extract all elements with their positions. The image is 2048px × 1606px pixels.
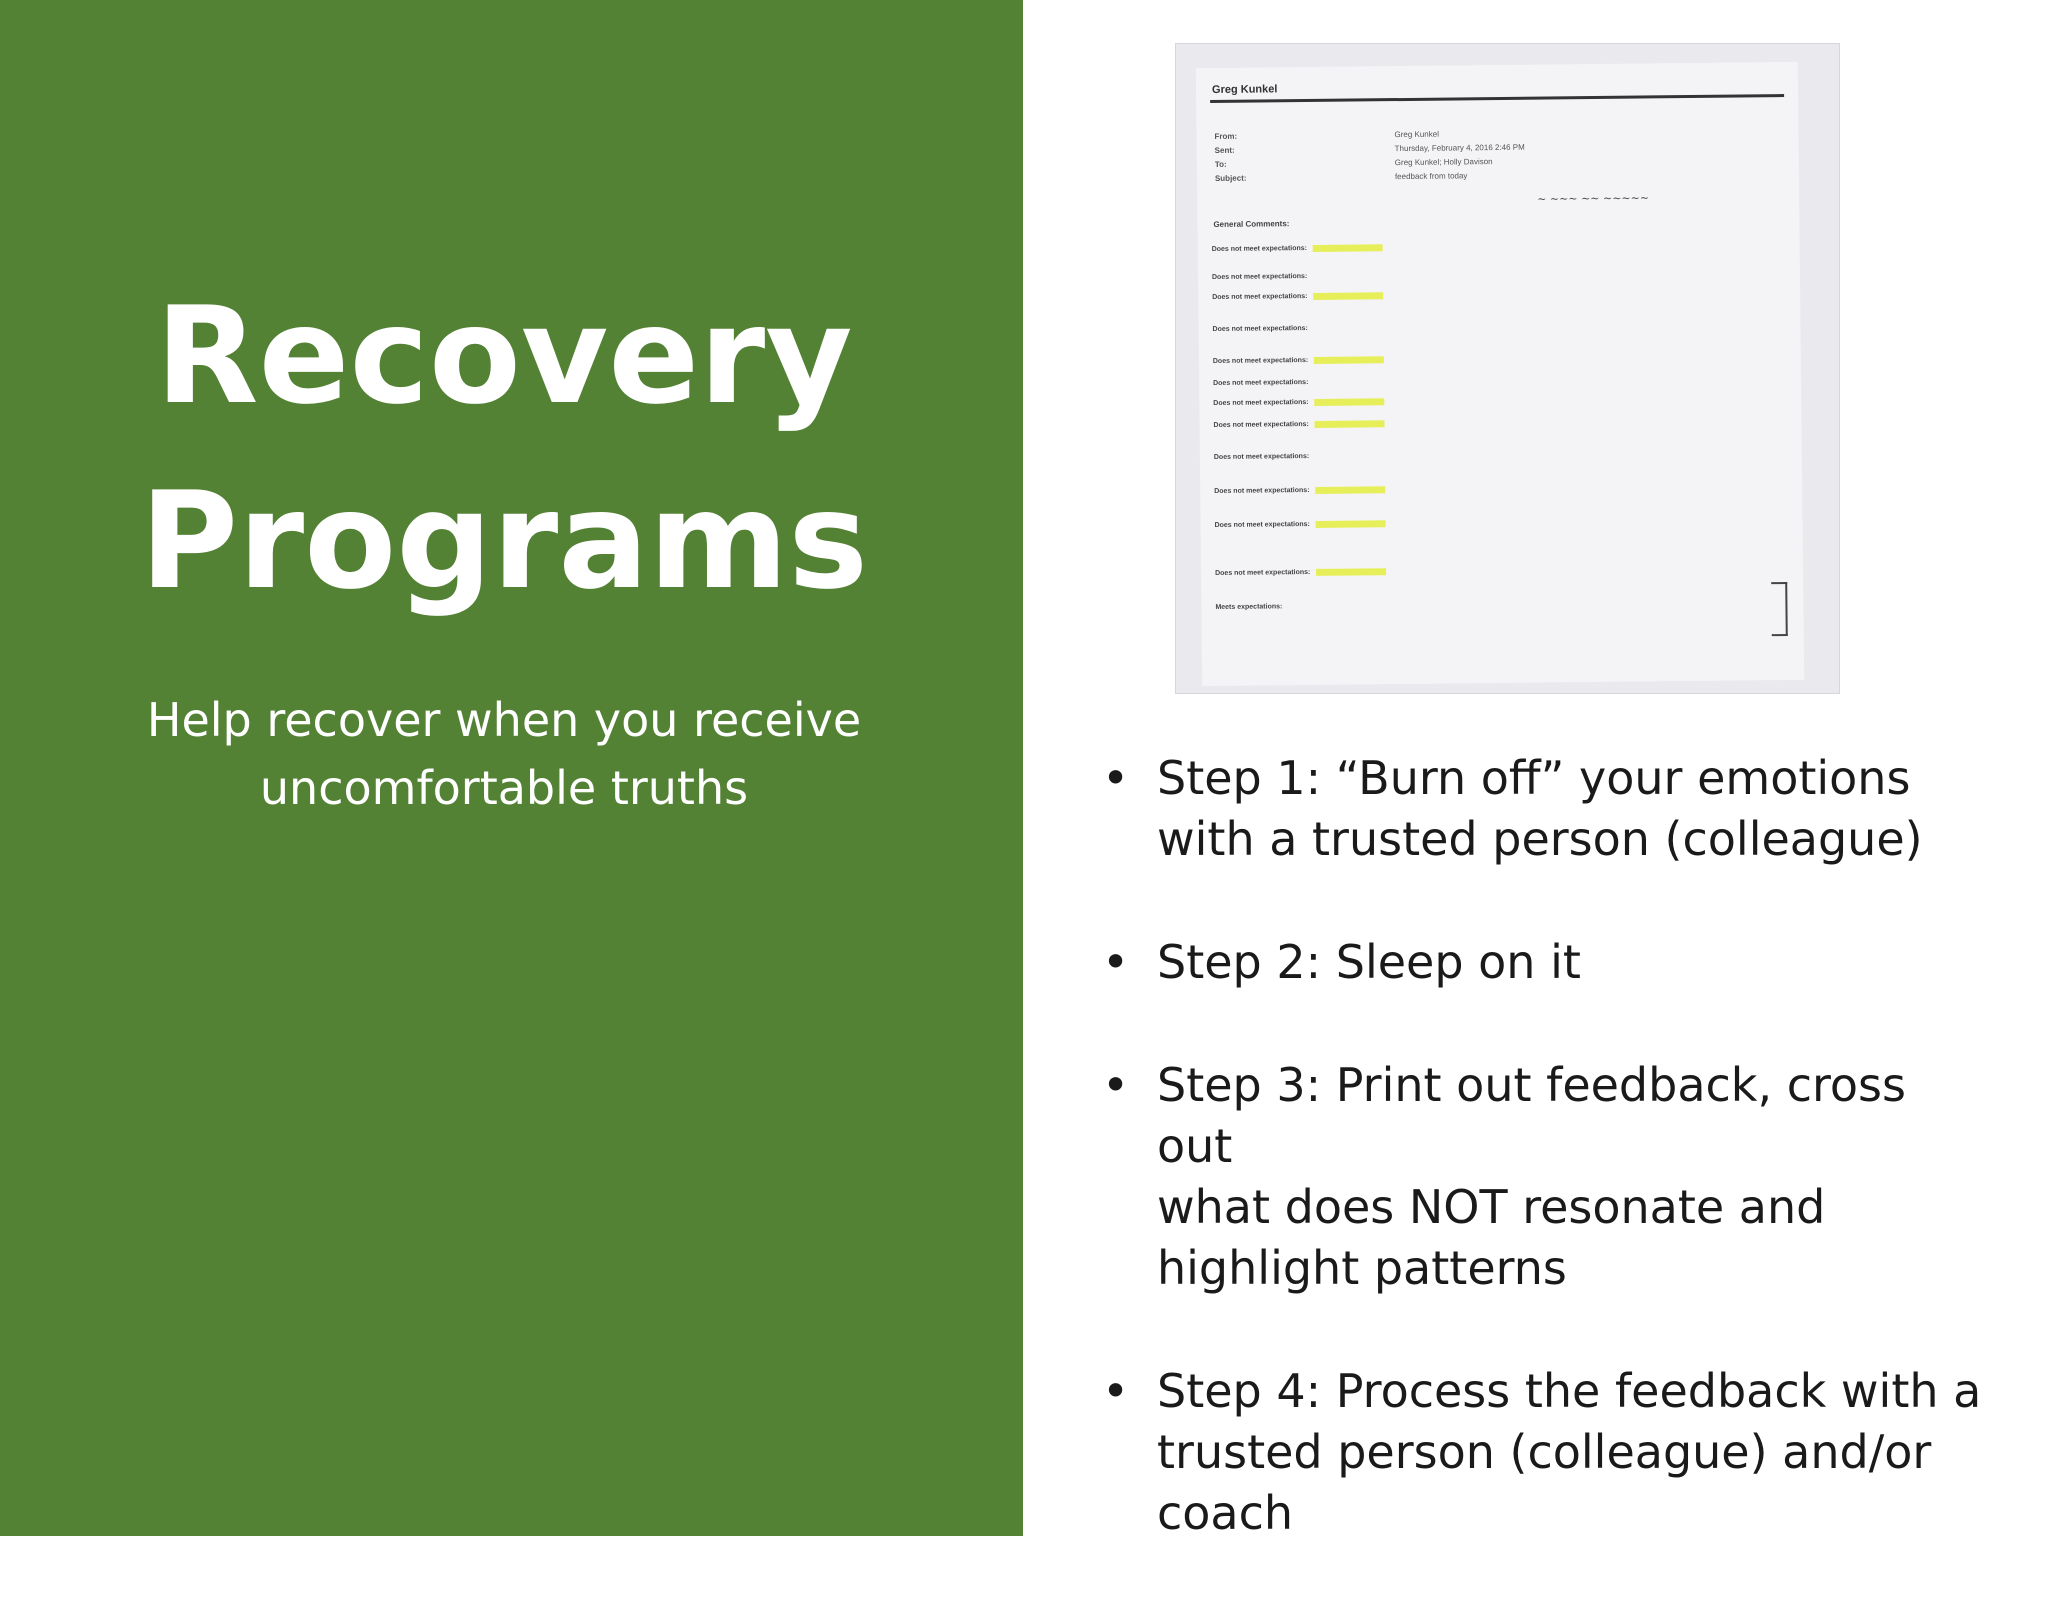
steps-list [1102,748,1982,1606]
email-divider [1210,94,1784,103]
feedback-item: Does not meet expectations: [1213,453,1310,462]
feedback-item: Does not meet expectations: [1212,290,1383,303]
title-line-2: Programs [139,463,869,619]
feedback-item: Does not meet expectations: [1215,518,1386,531]
highlight-mark [1315,398,1385,406]
step-4-line-3: coach [1157,1486,1294,1540]
handwritten-bracket [1771,582,1788,636]
step-4 [1102,1361,1982,1544]
step-4-line-2: trusted person (colleague) and/or [1157,1425,1932,1479]
step-3-line-1: Step 3: Print out feedback, cross out [1157,1058,1906,1173]
step-1-line-2: with a trusted person (colleague) [1157,812,1923,866]
slide-title [0,264,1008,634]
highlight-mark [1316,568,1386,576]
highlight-mark [1316,520,1386,528]
highlight-mark [1314,356,1384,364]
feedback-item: Does not meet expectations: [1213,379,1309,388]
slide-subtitle [0,686,1008,822]
title-line-1: Recovery [155,278,853,434]
step-1 [1102,748,1982,870]
feedback-item: Does not meet expectations: [1211,273,1308,282]
step-2 [1102,932,1982,993]
step-1-line-1: Step 1: “Burn off” your emotions [1157,751,1911,805]
subtitle-line-1: Help recover when you receive [146,693,862,747]
step-3-line-3: highlight patterns [1157,1241,1567,1295]
general-comments-heading: General Comments: [1213,219,1290,229]
step-3 [1102,1055,1982,1299]
highlight-mark [1315,420,1385,428]
feedback-item: Does not meet expectations: [1213,418,1384,431]
feedback-item: Does not meet expectations: [1214,484,1385,497]
highlight-mark [1315,486,1385,494]
highlight-mark [1313,292,1383,300]
highlight-mark [1313,244,1383,252]
feedback-item: Does not meet expectations: [1212,325,1308,334]
feedback-item: Does not meet expectations: [1213,354,1384,367]
step-4-line-1: Step 4: Process the feedback with a [1157,1364,1982,1418]
email-header-sent: Sent: Thursday, February 4, 2016 2:46 PM [1214,142,1525,155]
subtitle-line-2: uncomfortable truths [259,761,749,815]
email-header-subject: Subject: feedback from today [1214,171,1468,183]
email-sender: Greg Kunkel [1211,83,1278,96]
feedback-item: Does not meet expectations: [1215,566,1386,579]
feedback-item: Does not meet expectations: [1212,242,1383,255]
email-header-from: From: Greg Kunkel [1214,129,1440,141]
feedback-item: Meets expectations: [1215,603,1283,611]
step-3-line-2: what does NOT resonate and [1157,1180,1826,1234]
feedback-email-photo [1175,43,1840,694]
step-2-line-1: Step 2: Sleep on it [1157,935,1581,989]
feedback-item: Does not meet expectations: [1213,396,1384,409]
email-header-to: To: Greg Kunkel; Holly Davison [1214,157,1493,169]
handwritten-note: ~ ~~~ ~~ ~~~~~ [1537,191,1650,206]
email-printout [1196,62,1804,686]
